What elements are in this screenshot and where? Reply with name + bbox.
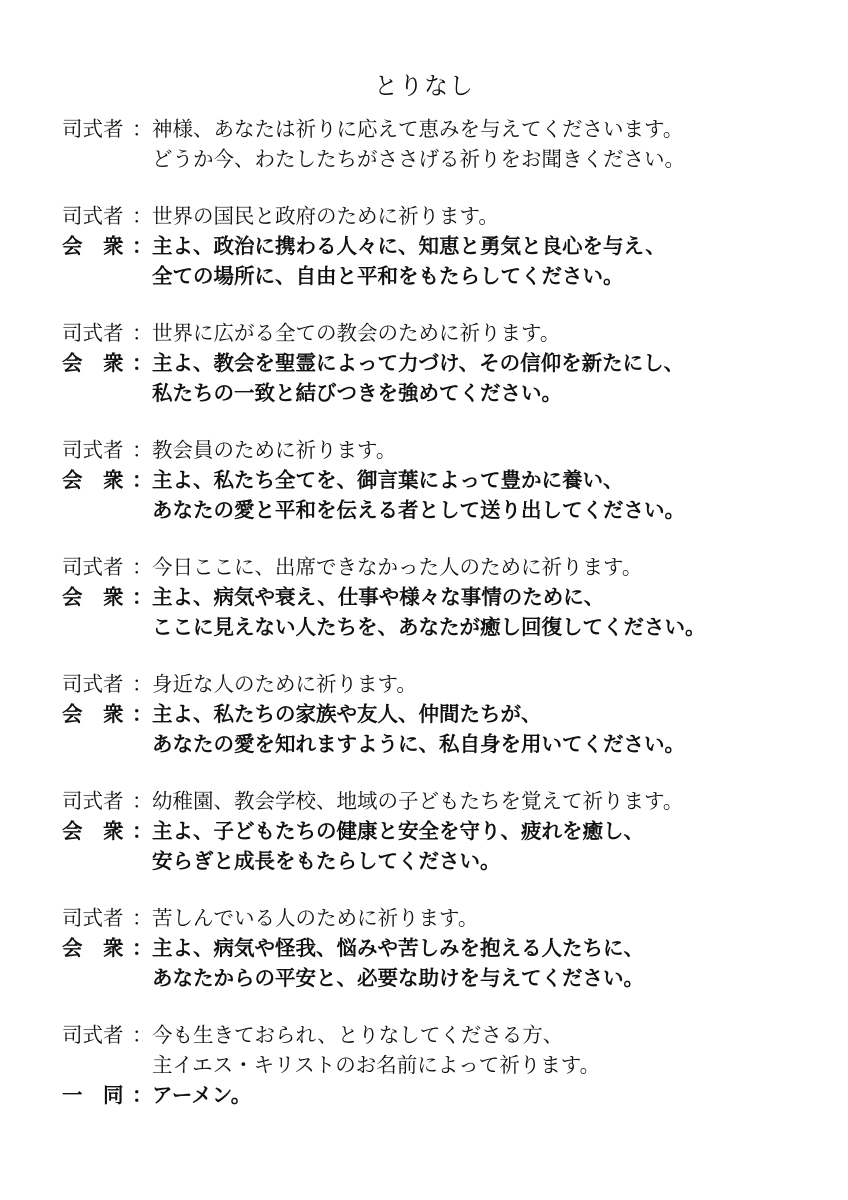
prayer-text: 苦しんでいる人のために祈ります。 xyxy=(152,906,479,930)
speaker-line xyxy=(62,435,396,465)
speaker-line xyxy=(62,465,624,495)
colon-separator: ： xyxy=(132,1083,153,1107)
colon-separator: ： xyxy=(132,468,153,492)
speaker-label: 司式者 xyxy=(62,906,124,930)
prayer-text: 全ての場所に、自由と平和をもたらしてください。 xyxy=(152,264,624,288)
colon-separator: ： xyxy=(132,1023,153,1047)
continuation-line xyxy=(62,378,562,408)
continuation-line xyxy=(62,729,685,759)
speaker-line xyxy=(62,318,560,348)
colon-separator: ： xyxy=(132,555,153,579)
prayer-text: 主よ、子どもたちの健康と安全を守り、疲れを癒し、 xyxy=(152,819,644,843)
speaker-label: 司式者 xyxy=(62,555,124,579)
page-title: とりなし xyxy=(374,72,474,100)
colon-separator: ： xyxy=(132,819,153,843)
colon-separator: ： xyxy=(132,351,153,375)
prayer-text: どうか今、わたしたちがささげる祈りをお聞きください。 xyxy=(152,147,685,171)
speaker-label: 会 衆 xyxy=(62,468,124,492)
colon-separator: ： xyxy=(132,906,153,930)
colon-separator: ： xyxy=(132,789,153,813)
prayer-text: あなたからの平安と、必要な助けを与えてください。 xyxy=(152,966,644,990)
speaker-line xyxy=(62,903,478,933)
speaker-line xyxy=(62,231,666,261)
speaker-label: 会 衆 xyxy=(62,585,124,609)
prayer-text: 身近な人のために祈ります。 xyxy=(152,672,417,696)
colon-separator: ： xyxy=(132,117,153,141)
prayer-text: 主よ、病気や衰え、仕事や様々な事情のために、 xyxy=(152,585,605,609)
speaker-line xyxy=(62,1020,563,1050)
speaker-label: 司式者 xyxy=(62,204,124,228)
speaker-label: 司式者 xyxy=(62,672,124,696)
prayer-text: ここに見えない人たちを、あなたが癒し回復してください。 xyxy=(152,615,706,639)
colon-separator: ： xyxy=(132,702,153,726)
speaker-line xyxy=(62,582,604,612)
prayer-text: あなたの愛と平和を伝える者として送り出してください。 xyxy=(152,498,685,522)
speaker-line xyxy=(62,699,542,729)
prayer-text: 世界の国民と政府のために祈ります。 xyxy=(152,204,499,228)
speaker-label: 司式者 xyxy=(62,1023,124,1047)
continuation-line xyxy=(62,612,706,642)
prayer-text: 教会員のために祈ります。 xyxy=(152,438,397,462)
speaker-line xyxy=(62,669,417,699)
prayer-text: 私たちの一致と結びつきを強めてください。 xyxy=(152,381,562,405)
speaker-label: 会 衆 xyxy=(62,351,124,375)
prayer-text: 安らぎと成長をもたらしてください。 xyxy=(152,849,501,873)
prayer-text: 主よ、私たち全てを、御言葉によって豊かに養い、 xyxy=(152,468,624,492)
speaker-label: 司式者 xyxy=(62,438,124,462)
prayer-text: 今も生きておられ、とりなしてくださる方、 xyxy=(152,1023,564,1047)
prayer-text: 神様、あなたは祈りに応えて恵みを与えてくださいます。 xyxy=(152,117,684,141)
speaker-line xyxy=(62,348,684,378)
prayer-text: 今日ここに、出席できなかった人のために祈ります。 xyxy=(152,555,643,579)
colon-separator: ： xyxy=(132,936,153,960)
continuation-line xyxy=(62,846,501,876)
speaker-label: 司式者 xyxy=(62,117,124,141)
speaker-line xyxy=(62,552,642,582)
continuation-line xyxy=(62,495,685,525)
speaker-line xyxy=(62,114,683,144)
prayer-text: 主よ、政治に携わる人々に、知恵と勇気と良心を与え、 xyxy=(152,234,666,258)
speaker-line xyxy=(62,816,644,846)
prayer-text: 幼稚園、教会学校、地域の子どもたちを覚えて祈ります。 xyxy=(152,789,684,813)
speaker-label: 会 衆 xyxy=(62,819,124,843)
prayer-text: 主よ、教会を聖霊によって力づけ、その信仰を新たにし、 xyxy=(152,351,685,375)
speaker-line xyxy=(62,933,644,963)
speaker-label: 会 衆 xyxy=(62,936,124,960)
colon-separator: ： xyxy=(132,204,153,228)
continuation-line xyxy=(62,261,624,291)
speaker-label: 会 衆 xyxy=(62,702,124,726)
speaker-label: 司式者 xyxy=(62,321,124,345)
speaker-line xyxy=(62,1080,251,1110)
prayer-text: 世界に広がる全ての教会のために祈ります。 xyxy=(152,321,561,345)
colon-separator: ： xyxy=(132,672,153,696)
colon-separator: ： xyxy=(132,234,153,258)
colon-separator: ： xyxy=(132,438,153,462)
prayer-text: 主よ、病気や怪我、悩みや苦しみを抱える人たちに、 xyxy=(152,936,644,960)
speaker-line xyxy=(62,201,499,231)
prayer-text: アーメン。 xyxy=(152,1083,252,1107)
colon-separator: ： xyxy=(132,321,153,345)
speaker-label: 会 衆 xyxy=(62,234,124,258)
continuation-line xyxy=(62,144,685,174)
continuation-line xyxy=(62,963,644,993)
prayer-text: あなたの愛を知れますように、私自身を用いてください。 xyxy=(152,732,685,756)
colon-separator: ： xyxy=(132,585,153,609)
speaker-label: 一 同 xyxy=(62,1083,124,1107)
prayer-text: 主イエス・キリストのお名前によって祈ります。 xyxy=(152,1053,601,1077)
speaker-label: 司式者 xyxy=(62,789,124,813)
continuation-line xyxy=(62,1050,600,1080)
speaker-line xyxy=(62,786,683,816)
prayer-text: 主よ、私たちの家族や友人、仲間たちが、 xyxy=(152,702,542,726)
